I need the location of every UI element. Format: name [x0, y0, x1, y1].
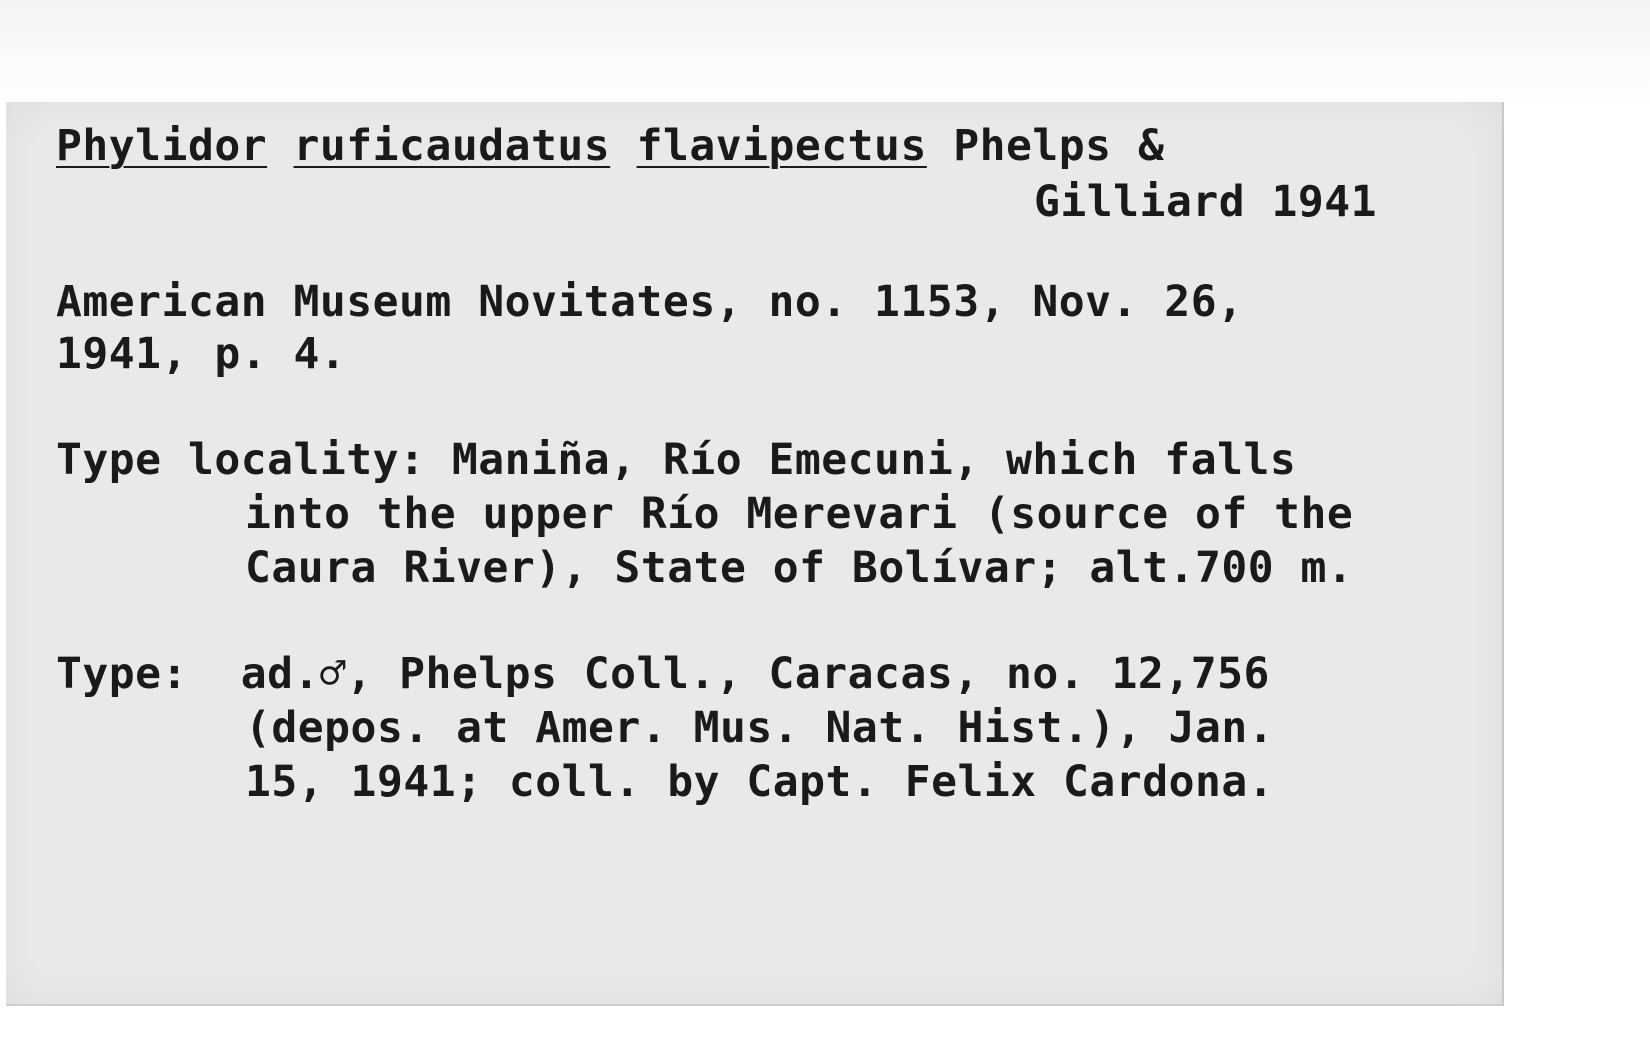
type-locality-label: Type locality: [56, 435, 426, 485]
type-locality-line-2: into the upper Río Merevari (source of the [245, 489, 1354, 539]
type-text-1: ad.♂, Phelps Coll., Caracas, no. 12,756 [240, 649, 1270, 699]
citation-line-1: American Museum Novitates, no. 1153, Nov. 26, [56, 277, 1244, 327]
subspecies-name: flavipectus [636, 121, 927, 171]
type-line-2: (depos. at Amer. Mus. Nat. Hist.), Jan. [245, 703, 1275, 753]
type-line-3: 15, 1941; coll. by Capt. Felix Cardona. [245, 757, 1275, 807]
taxon-name-line [56, 122, 1164, 170]
citation-line-2: 1941, p. 4. [56, 329, 347, 379]
type-locality-text-1: Maniña, Río Emecuni, which falls [451, 435, 1297, 485]
type-line-1 [56, 650, 1270, 698]
type-locality-line-1 [56, 436, 1296, 484]
species-name: ruficaudatus [293, 121, 611, 171]
authors-part1: Phelps & [953, 121, 1165, 171]
type-locality-line-3: Caura River), State of Bolívar; alt.700 m. [245, 543, 1354, 593]
type-label: Type: [56, 649, 188, 699]
genus-name: Phylidor [56, 121, 268, 171]
scan-background [0, 0, 1650, 105]
authors-part2: Gilliard 1941 [1034, 177, 1378, 227]
